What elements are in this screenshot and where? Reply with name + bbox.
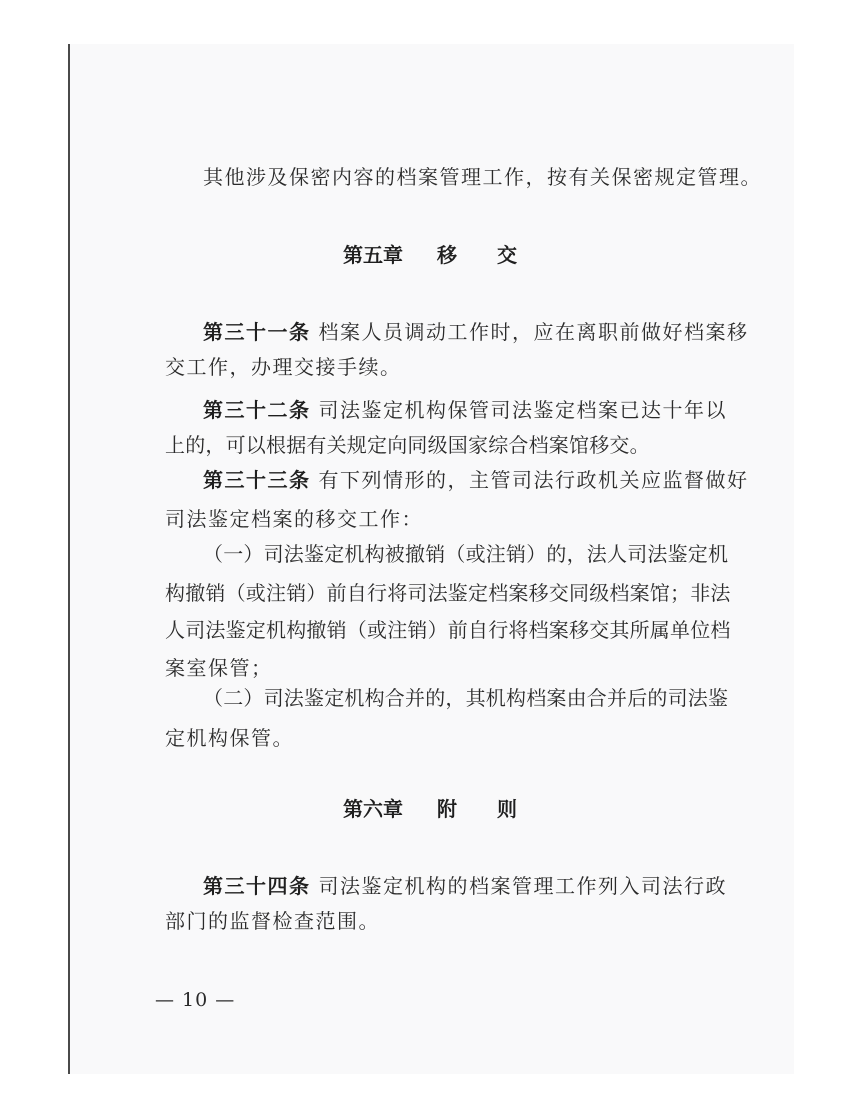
item-1-line-4: 案室保管； [165, 656, 273, 680]
item-1-line-1: （一）司法鉴定机构被撤销（或注销）的，法人司法鉴定机 [203, 542, 729, 566]
article-33-line-2: 司法鉴定档案的移交工作： [165, 507, 423, 531]
article-34-line-2: 部门的监督检查范围。 [165, 909, 380, 933]
item-2-line-2: 定机构保管。 [165, 726, 294, 750]
article-label: 第三十三条 [203, 468, 311, 492]
article-text: 司法鉴定机构保管司法鉴定档案已达十年以 [318, 398, 727, 422]
article-31-line-2: 交工作，办理交接手续。 [165, 355, 402, 379]
chapter-title-char: 移 [437, 243, 457, 267]
article-label: 第三十一条 [203, 320, 311, 344]
item-1-line-2: 构撤销（或注销）前自行将司法鉴定档案移交同级档案馆；非法 [165, 581, 731, 605]
chapter-title-char: 交 [497, 243, 517, 267]
chapter-number: 第五章 [343, 243, 403, 267]
article-32-line-2: 上的，可以根据有关规定向同级国家综合档案馆移交。 [165, 433, 650, 457]
article-32-line-1 [203, 396, 727, 424]
article-label: 第三十二条 [203, 398, 311, 422]
chapter-heading-6 [0, 795, 860, 823]
item-2-line-1: （二）司法鉴定机构合并的，其机构档案由合并后的司法鉴 [203, 686, 729, 710]
article-text: 有下列情形的，主管司法行政机关应监督做好 [318, 468, 749, 492]
binding-margin-line [68, 44, 70, 1074]
item-1-line-3: 人司法鉴定机构撤销（或注销）前自行将档案移交其所属单位档 [165, 618, 731, 642]
paragraph-security-archives: 其他涉及保密内容的档案管理工作，按有关保密规定管理。 [203, 165, 762, 189]
article-label: 第三十四条 [203, 874, 311, 898]
article-34-line-1 [203, 872, 727, 900]
article-text: 司法鉴定机构的档案管理工作列入司法行政 [318, 874, 727, 898]
article-text: 档案人员调动工作时，应在离职前做好档案移 [318, 320, 749, 344]
article-33-line-1 [203, 466, 749, 494]
chapter-title-char: 附 [437, 797, 457, 821]
chapter-number: 第六章 [343, 797, 403, 821]
chapter-heading-5 [0, 241, 860, 269]
page-number: — 10 — [155, 989, 236, 1011]
chapter-title-char: 则 [497, 797, 517, 821]
article-31-line-1 [203, 318, 749, 346]
